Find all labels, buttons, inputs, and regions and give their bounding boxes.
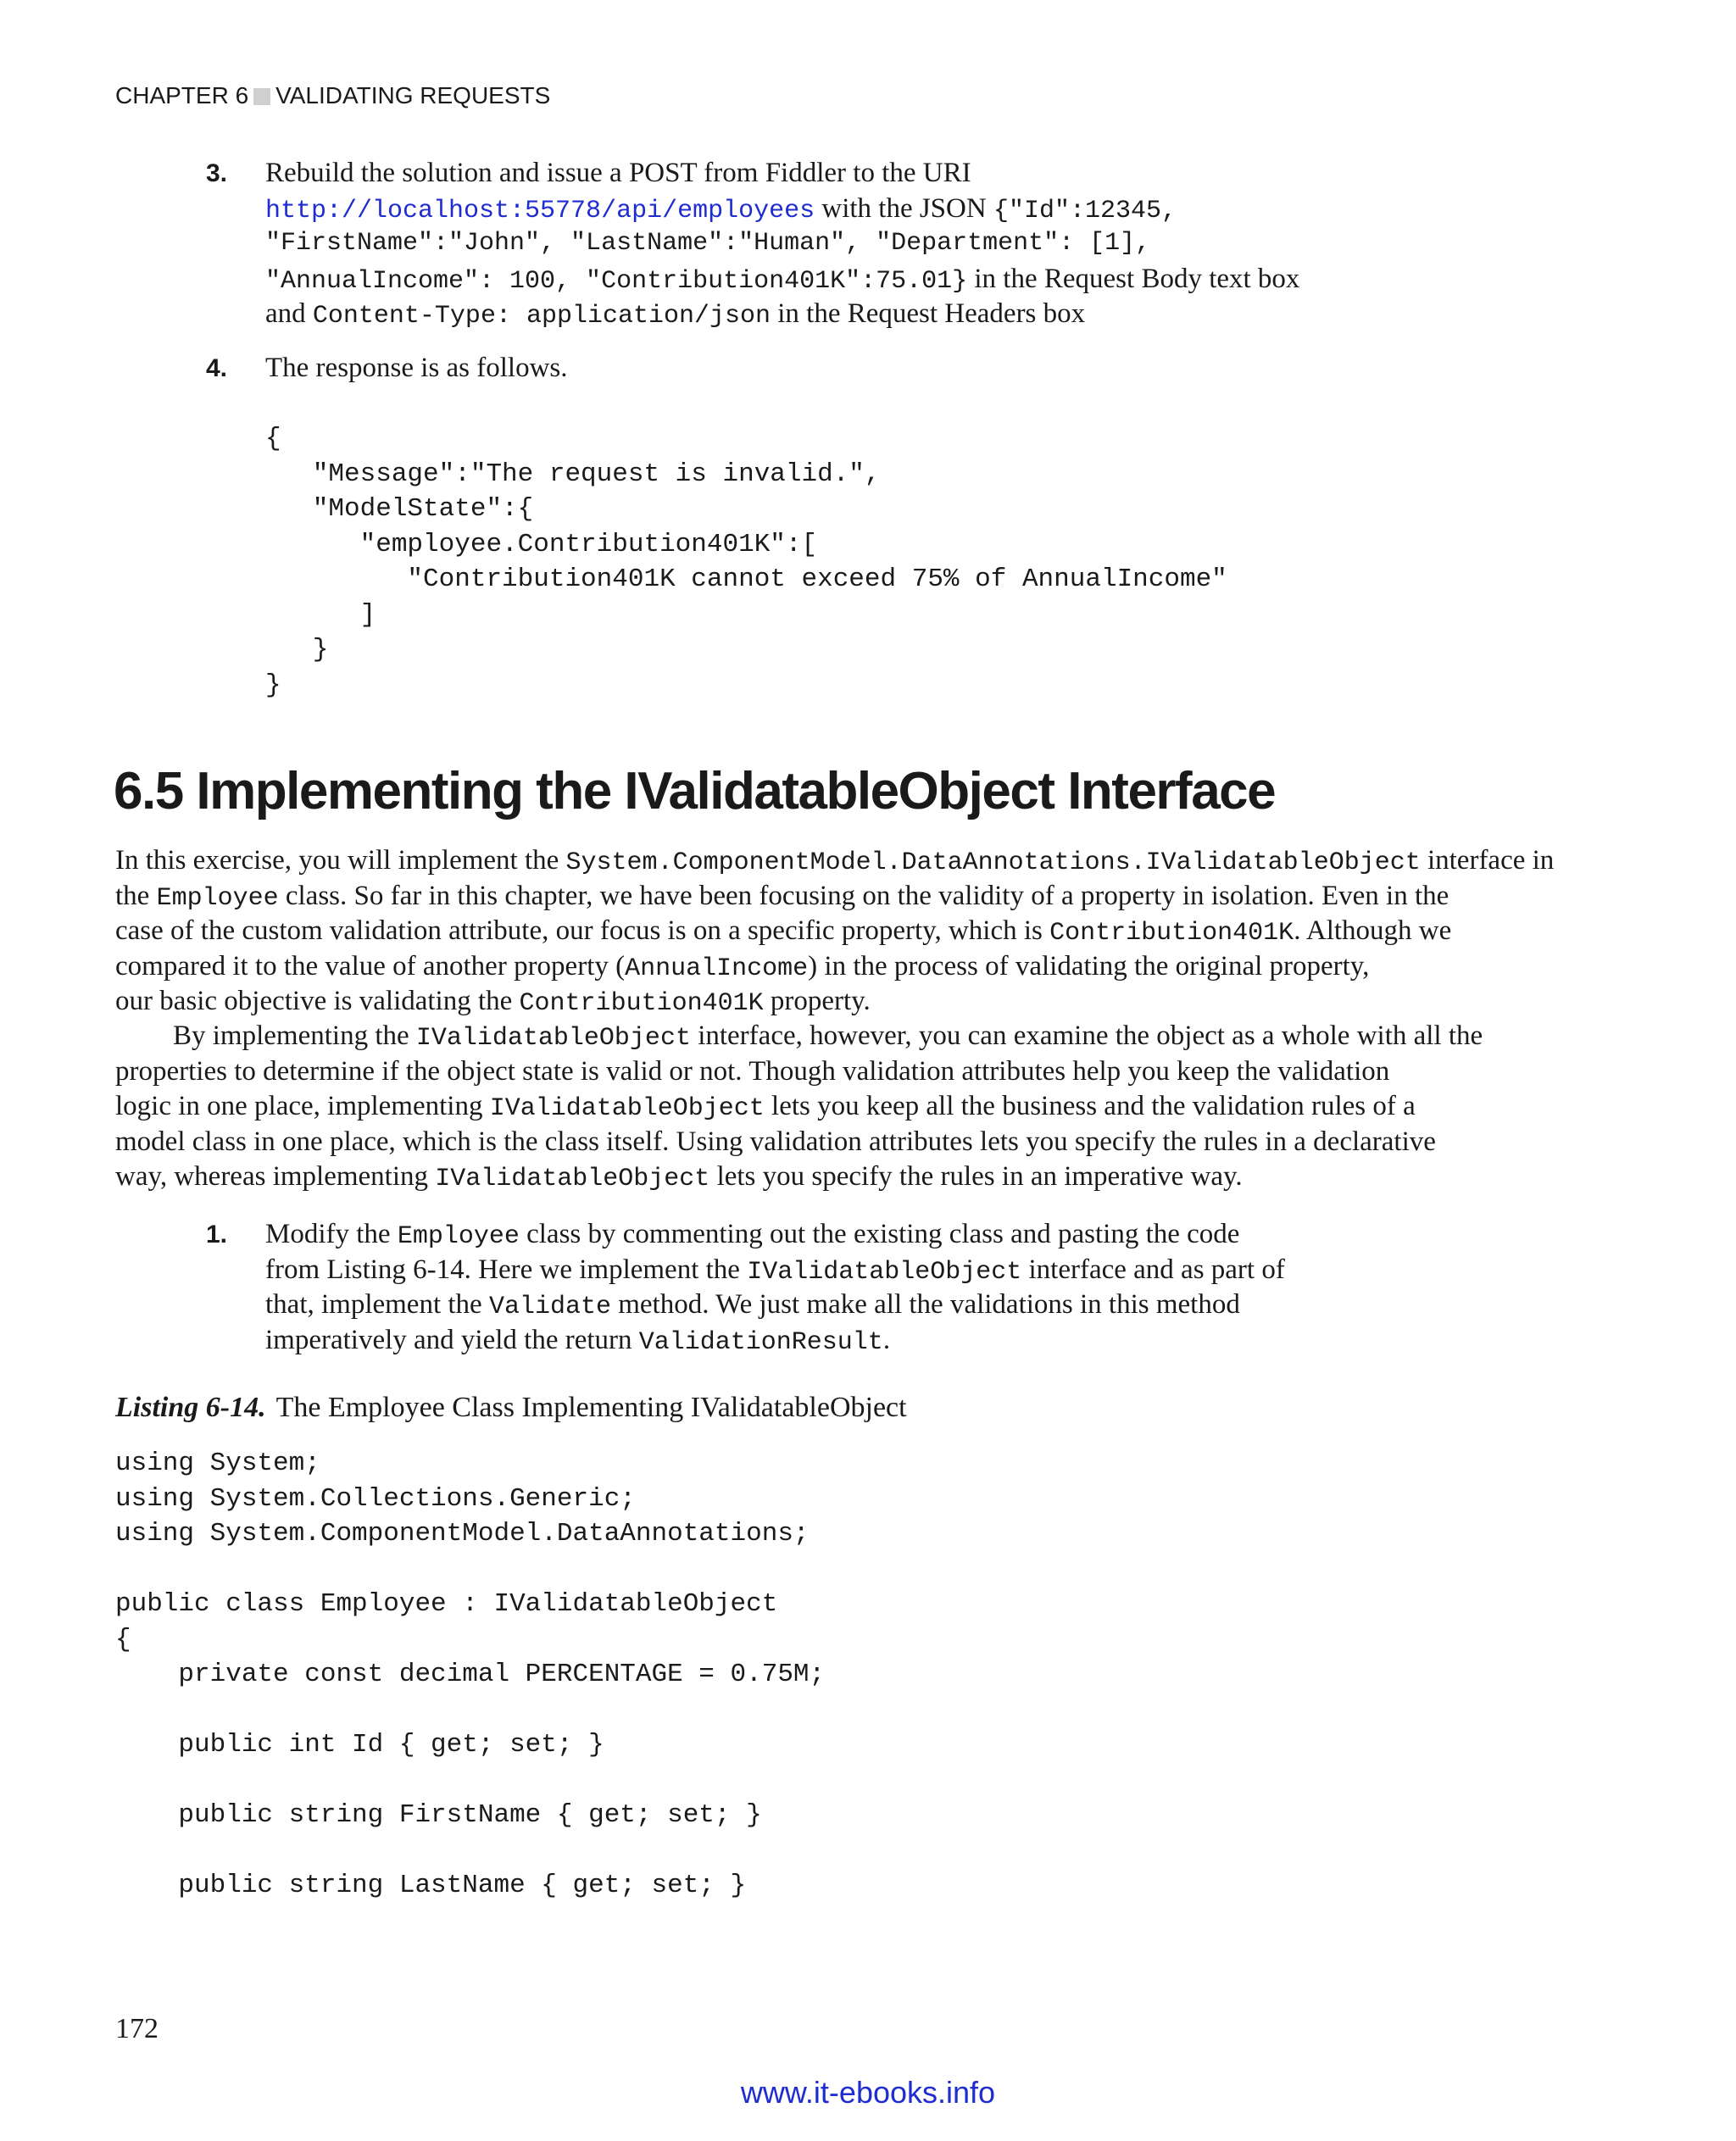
step-text: Rebuild the solution and issue a POST from Fiddler to the URI xyxy=(265,158,971,188)
text: logic in one place, implementing xyxy=(115,1091,490,1121)
text: property. xyxy=(763,986,871,1016)
para-line xyxy=(115,1159,1573,1195)
para-line xyxy=(115,1089,1573,1125)
para-line xyxy=(115,914,1573,949)
inline-code: IValidatableObject xyxy=(489,1094,765,1123)
para-line: model class in one place, which is the class itself. Using validation attributes lets you specify the rules in a declarative xyxy=(115,1126,1436,1157)
step-body xyxy=(265,156,1299,332)
text: that, implement the xyxy=(265,1289,489,1320)
text: lets you keep all the business and the validation rules of a xyxy=(764,1091,1416,1121)
para-line: properties to determine if the object state is valid or not. Though validation attributes help you keep the validation xyxy=(115,1055,1390,1087)
listing-label: Listing 6-14. xyxy=(115,1392,266,1423)
paragraph-1 xyxy=(115,843,1573,1020)
text: In this exercise, you will implement the xyxy=(115,845,566,876)
footer-link[interactable]: www.it-ebooks.info xyxy=(740,2075,996,2110)
chapter-label: CHAPTER 6 xyxy=(115,82,249,108)
text: Modify the xyxy=(265,1219,398,1249)
inline-code: Contribution401K xyxy=(519,989,764,1018)
step-number: 1. xyxy=(206,1221,228,1248)
inline-code: {"Id":12345, xyxy=(993,196,1177,225)
page-number: 172 xyxy=(115,2013,159,2044)
para-line xyxy=(115,879,1573,915)
inline-code: "AnnualIncome": 100, "Contribution401K":75.01} xyxy=(265,266,968,296)
step-text: and xyxy=(265,298,313,329)
text: ) in the process of validating the original property, xyxy=(808,950,1370,982)
inline-code: ValidationResult xyxy=(638,1327,883,1357)
para-line xyxy=(115,1019,1573,1054)
text: lets you specify the rules in an imperative way. xyxy=(709,1161,1243,1192)
inline-code: Employee xyxy=(397,1222,520,1251)
text: interface in xyxy=(1420,845,1555,876)
text: from Listing 6-14. Here we implement the xyxy=(265,1254,748,1285)
separator-square-icon xyxy=(253,88,270,105)
inline-code: AnnualIncome xyxy=(625,954,809,983)
text: our basic objective is validating the xyxy=(115,986,520,1016)
chapter-title: VALIDATING REQUESTS xyxy=(275,82,551,108)
step-text: in the Request Body text box xyxy=(967,263,1300,294)
text: class by commenting out the existing class and pasting the code xyxy=(519,1219,1240,1249)
inline-code: IValidatableObject xyxy=(747,1257,1022,1287)
step-line xyxy=(265,262,1299,298)
running-head xyxy=(115,82,550,109)
inline-code: Validate xyxy=(488,1293,611,1321)
text: . Although we xyxy=(1294,915,1452,946)
step-line xyxy=(265,1323,1285,1359)
section-heading: 6.5 Implementing the IValidatableObject Interface xyxy=(114,762,1276,820)
step-line xyxy=(265,297,1299,332)
text: interface, however, you can examine the object as a whole with all the xyxy=(690,1020,1483,1051)
listing-title: The Employee Class Implementing IValidatableObject xyxy=(275,1392,907,1423)
step-number: 4. xyxy=(206,354,228,382)
step-line xyxy=(265,1217,1285,1253)
inline-code: IValidatableObject xyxy=(415,1024,691,1053)
text: . xyxy=(882,1324,891,1355)
step-4 xyxy=(206,351,1647,386)
inline-code: Content-Type: application/json xyxy=(312,302,771,331)
step-line xyxy=(265,1253,1285,1288)
text: imperatively and yield the return xyxy=(265,1324,639,1355)
paragraph-2 xyxy=(115,1019,1573,1195)
step-number: 3. xyxy=(206,159,228,187)
para-line xyxy=(115,949,1573,985)
text: case of the custom validation attribute, our focus is on a specific property, which is xyxy=(115,915,1050,946)
step-line xyxy=(265,1287,1285,1323)
step-1 xyxy=(206,1217,1647,1361)
text: compared it to the value of another property ( xyxy=(115,950,626,982)
text: the xyxy=(115,880,157,911)
step-text: with the JSON xyxy=(815,192,993,224)
response-code-block: { "Message":"The request is invalid.", "ModelState":{ "employee.Contribution401K":[ "Contribution401K cannot exceed 75% of AnnualIncome" ] } } xyxy=(265,424,1227,700)
inline-code: Employee xyxy=(156,883,279,913)
step-line xyxy=(265,192,1299,227)
text: interface and as part of xyxy=(1021,1254,1285,1285)
text: method. We just make all the validations in this method xyxy=(610,1289,1240,1320)
text: class. So far in this chapter, we have been focusing on the validity of a property in isolation. Even in the xyxy=(278,880,1449,911)
step-text: The response is as follows. xyxy=(265,353,568,383)
step-text: in the Request Headers box xyxy=(771,298,1086,329)
step-body xyxy=(265,351,568,386)
inline-code: "FirstName":"John", "LastName":"Human", "Department": [1], xyxy=(265,229,1151,258)
para-line xyxy=(115,984,1573,1020)
step-body xyxy=(265,1217,1285,1358)
para-line xyxy=(115,843,1573,879)
listing-code-block: using System; using System.Collections.Generic; using System.ComponentModel.DataAnnotations; public class Employee : IValidatableObject { private const decimal PERCENTAGE = 0.75M; public int Id { get; set; } public string FirstName { get; set; } public string LastName { get; set; } xyxy=(115,1449,826,1900)
inline-code: System.ComponentModel.DataAnnotations.IValidatableObject xyxy=(565,848,1421,877)
step-3 xyxy=(206,156,1647,334)
text: By implementing the xyxy=(173,1020,416,1051)
inline-code: IValidatableObject xyxy=(435,1165,710,1193)
uri-link[interactable]: http://localhost:55778/api/employees xyxy=(265,196,815,225)
text: way, whereas implementing xyxy=(115,1161,436,1192)
inline-code: Contribution401K xyxy=(1049,919,1294,948)
listing-caption xyxy=(115,1392,907,1424)
